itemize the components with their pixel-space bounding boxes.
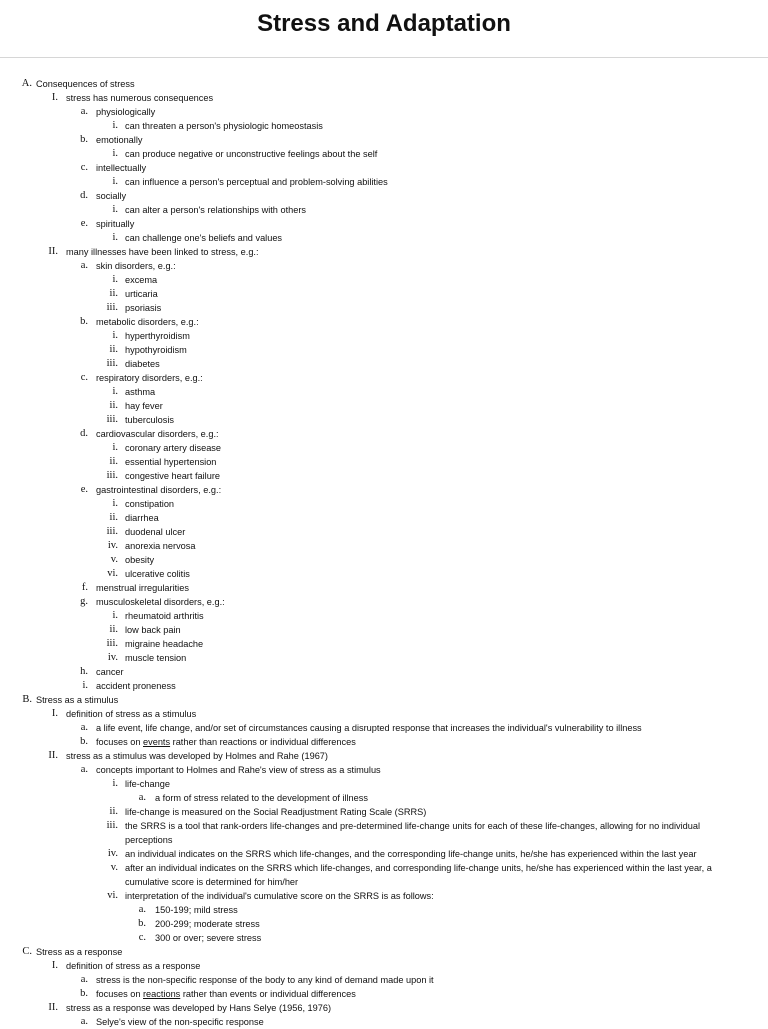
outline-text: stress is the non-specific response of the body to any kind of demand made upon it <box>96 975 434 985</box>
outline-item <box>0 707 768 721</box>
outline-item <box>0 623 768 637</box>
outline-item <box>0 1001 768 1015</box>
outline-text: skin disorders, e.g.: <box>96 261 176 271</box>
outline-text: interpretation of the individual's cumulative score on the SRRS is as follows: <box>125 891 434 901</box>
outline-text: tuberculosis <box>125 415 175 425</box>
outline-item <box>0 567 768 581</box>
outline-item <box>0 287 768 301</box>
outline-marker: iii. <box>106 820 118 831</box>
outline-text: anorexia nervosa <box>125 541 196 551</box>
outline-marker: v. <box>110 554 118 565</box>
outline-text: emotionally <box>96 135 143 145</box>
outline-item <box>0 539 768 553</box>
outline-item <box>0 133 768 147</box>
outline-marker: i. <box>112 148 118 159</box>
outline-marker: i. <box>112 176 118 187</box>
outline-text: can produce negative or unconstructive feelings about the self <box>125 149 378 159</box>
outline-marker: ii. <box>109 512 118 523</box>
outline-text: diarrhea <box>125 513 159 523</box>
outline-item <box>0 483 768 497</box>
outline-item <box>0 595 768 609</box>
outline-item <box>0 693 768 707</box>
outline-item <box>0 637 768 651</box>
outline-item <box>0 189 768 203</box>
outline-text: migraine headache <box>125 639 204 649</box>
outline-text: Stress as a stimulus <box>36 695 119 705</box>
outline-text: Consequences of stress <box>36 79 135 89</box>
outline-marker: B. <box>22 694 32 705</box>
outline-text <box>96 987 768 1001</box>
outline-marker: h. <box>80 666 88 677</box>
outline-text: definition of stress as a stimulus <box>66 709 197 719</box>
outline-item <box>0 119 768 133</box>
outline-marker: a. <box>80 974 88 985</box>
outline-marker: b. <box>80 988 88 999</box>
outline-text: 200-299; moderate stress <box>155 919 260 929</box>
outline-item <box>0 721 768 735</box>
outline-text: metabolic disorders, e.g.: <box>96 317 199 327</box>
outline-text: cancer <box>96 667 124 677</box>
outline-marker: i. <box>112 498 118 509</box>
outline-text: 300 or over; severe stress <box>155 933 262 943</box>
outline-item <box>0 735 768 749</box>
outline-text: stress has numerous consequences <box>66 93 214 103</box>
outline-marker: a. <box>80 1016 88 1027</box>
outline-item <box>0 217 768 231</box>
outline-item <box>0 805 768 819</box>
outline-marker: i. <box>82 680 88 691</box>
outline-item <box>0 315 768 329</box>
outline-marker: II. <box>48 246 58 257</box>
outline-marker: ii. <box>109 344 118 355</box>
outline-marker: d. <box>80 428 88 439</box>
outline-marker: g. <box>80 596 88 607</box>
outline-item <box>0 931 768 945</box>
outline-marker: e. <box>80 218 88 229</box>
outline-text: an individual indicates on the SRRS which life-changes, and the corresponding life-change units, he/she has experienced within the last year <box>125 849 697 859</box>
outline-item <box>0 973 768 987</box>
outline-item <box>0 329 768 343</box>
outline-text: respiratory disorders, e.g.: <box>96 373 203 383</box>
outline-text: life-change <box>125 779 170 789</box>
outline-text: a life event, life change, and/or set of circumstances causing a disrupted response that increases the individual's vulnerability to illness <box>96 723 642 733</box>
outline-marker: b. <box>138 918 146 929</box>
outline-marker: i. <box>112 274 118 285</box>
outline-text: psoriasis <box>125 303 162 313</box>
outline-marker: a. <box>80 764 88 775</box>
outline-item <box>0 147 768 161</box>
outline-marker: b. <box>80 134 88 145</box>
outline-marker: i. <box>112 120 118 131</box>
outline-text: can alter a person's relationships with others <box>125 205 307 215</box>
outline-text: duodenal ulcer <box>125 527 186 537</box>
outline-text: diabetes <box>125 359 160 369</box>
outline-text-after: rather than events or individual differences <box>180 989 356 999</box>
outline-text: rheumatoid arthritis <box>125 611 204 621</box>
outline-marker: c. <box>80 162 88 173</box>
outline-text: musculoskeletal disorders, e.g.: <box>96 597 225 607</box>
outline-item <box>0 91 768 105</box>
outline-item <box>0 763 768 777</box>
outline-text: congestive heart failure <box>125 471 220 481</box>
outline-marker: i. <box>112 442 118 453</box>
outline-text <box>96 735 768 749</box>
outline-text: intellectually <box>96 163 147 173</box>
outline-item <box>0 819 768 847</box>
outline-marker: a. <box>80 722 88 733</box>
outline-marker: ii. <box>109 624 118 635</box>
outline-text: hay fever <box>125 401 163 411</box>
outline-marker: a. <box>80 260 88 271</box>
outline-item <box>0 847 768 861</box>
outline-text: after an individual indicates on the SRRS which life-changes, and corresponding life-change units, he/she has experienced within the last year, a cumulative score is determined for him/her <box>125 863 712 887</box>
outline-marker: iii. <box>106 414 118 425</box>
outline-text: definition of stress as a response <box>66 961 201 971</box>
outline-item <box>0 917 768 931</box>
outline-text: a form of stress related to the development of illness <box>155 793 368 803</box>
outline-item <box>0 77 768 91</box>
outline-item <box>0 399 768 413</box>
outline-marker: I. <box>51 92 58 103</box>
outline-item <box>0 987 768 1001</box>
outline-text: excema <box>125 275 158 285</box>
outline-text: hyperthyroidism <box>125 331 190 341</box>
outline-text: many illnesses have been linked to stress, e.g.: <box>66 247 259 257</box>
outline-text: coronary artery disease <box>125 443 222 453</box>
outline-text: concepts important to Holmes and Rahe's view of stress as a stimulus <box>96 765 381 775</box>
outline-marker: e. <box>80 484 88 495</box>
outline-item <box>0 203 768 217</box>
outline-marker: b. <box>80 736 88 747</box>
outline-text: can threaten a person's physiologic homeostasis <box>125 121 323 131</box>
outline-marker: C. <box>22 946 32 957</box>
outline-marker: I. <box>51 960 58 971</box>
outline-marker: II. <box>48 750 58 761</box>
title-divider <box>0 57 768 58</box>
outline-marker: iv. <box>107 652 118 663</box>
outline-text: the SRRS is a tool that rank-orders life-changes and pre-determined life-change units for each of these life-changes, allowing for no individual perceptions <box>125 821 701 845</box>
outline-item <box>0 175 768 189</box>
outline-item <box>0 343 768 357</box>
outline-item <box>0 749 768 763</box>
outline-marker: iii. <box>106 638 118 649</box>
outline-marker: c. <box>138 932 146 943</box>
outline-item <box>0 161 768 175</box>
outline-marker: I. <box>51 708 58 719</box>
outline-marker: i. <box>112 330 118 341</box>
outline-text: Selye's view of the non-specific response <box>96 1017 264 1027</box>
outline-text: can challenge one's beliefs and values <box>125 233 283 243</box>
outline-marker: i. <box>112 386 118 397</box>
outline-text: hypothyroidism <box>125 345 187 355</box>
outline-marker: a. <box>138 792 146 803</box>
outline-text-before: focuses on <box>96 737 143 747</box>
outline-text: ulcerative colitis <box>125 569 190 579</box>
outline-item <box>0 427 768 441</box>
outline-item <box>0 861 768 889</box>
outline-marker: iii. <box>106 470 118 481</box>
outline-text-emphasis: reactions <box>143 989 181 999</box>
outline-marker: i. <box>112 204 118 215</box>
outline-marker: II. <box>48 1002 58 1013</box>
outline-item <box>0 651 768 665</box>
outline-text: can influence a person's perceptual and problem-solving abilities <box>125 177 388 187</box>
outline <box>0 77 768 1029</box>
outline-item <box>0 259 768 273</box>
outline-text: life-change is measured on the Social Readjustment Rating Scale (SRRS) <box>125 807 427 817</box>
outline-text: cardiovascular disorders, e.g.: <box>96 429 219 439</box>
outline-marker: iv. <box>107 848 118 859</box>
outline-marker: i. <box>112 232 118 243</box>
outline-item <box>0 679 768 693</box>
outline-item <box>0 273 768 287</box>
outline-item <box>0 581 768 595</box>
outline-text: muscle tension <box>125 653 187 663</box>
outline-item <box>0 903 768 917</box>
outline-marker: a. <box>80 106 88 117</box>
outline-item <box>0 791 768 805</box>
outline-marker: ii. <box>109 456 118 467</box>
outline-item <box>0 357 768 371</box>
outline-text: accident proneness <box>96 681 176 691</box>
outline-text: socially <box>96 191 127 201</box>
outline-item <box>0 231 768 245</box>
outline-marker: a. <box>138 904 146 915</box>
outline-item <box>0 511 768 525</box>
outline-text-after: rather than reactions or individual differences <box>170 737 356 747</box>
outline-marker: iv. <box>107 540 118 551</box>
outline-text: urticaria <box>125 289 158 299</box>
outline-marker: c. <box>80 372 88 383</box>
outline-text: Stress as a response <box>36 947 123 957</box>
outline-item <box>0 105 768 119</box>
outline-marker: ii. <box>109 288 118 299</box>
outline-text: spiritually <box>96 219 135 229</box>
outline-item <box>0 385 768 399</box>
outline-item <box>0 469 768 483</box>
outline-text-emphasis: events <box>143 737 171 747</box>
outline-item <box>0 553 768 567</box>
outline-marker: ii. <box>109 400 118 411</box>
outline-item <box>0 301 768 315</box>
outline-marker: b. <box>80 316 88 327</box>
outline-item <box>0 889 768 903</box>
outline-text: stress as a response was developed by Hans Selye (1956, 1976) <box>66 1003 332 1013</box>
outline-item <box>0 455 768 469</box>
outline-text: constipation <box>125 499 175 509</box>
outline-marker: v. <box>110 862 118 873</box>
outline-item <box>0 245 768 259</box>
outline-marker: ii. <box>109 806 118 817</box>
outline-text: low back pain <box>125 625 181 635</box>
outline-marker: f. <box>81 582 88 593</box>
outline-text: 150-199; mild stress <box>155 905 238 915</box>
outline-item <box>0 665 768 679</box>
outline-item <box>0 777 768 791</box>
outline-marker: vi. <box>107 890 118 901</box>
outline-item <box>0 497 768 511</box>
outline-text: asthma <box>125 387 156 397</box>
outline-marker: d. <box>80 190 88 201</box>
outline-item <box>0 945 768 959</box>
outline-text: physiologically <box>96 107 156 117</box>
outline-item <box>0 371 768 385</box>
outline-item <box>0 441 768 455</box>
outline-text: gastrointestinal disorders, e.g.: <box>96 485 222 495</box>
outline-marker: i. <box>112 610 118 621</box>
outline-text: stress as a stimulus was developed by Holmes and Rahe (1967) <box>66 751 328 761</box>
outline-item <box>0 525 768 539</box>
outline-text: essential hypertension <box>125 457 217 467</box>
outline-item <box>0 1015 768 1029</box>
outline-item <box>0 413 768 427</box>
outline-text-before: focuses on <box>96 989 143 999</box>
outline-marker: iii. <box>106 302 118 313</box>
outline-marker: iii. <box>106 358 118 369</box>
outline-text: obesity <box>125 555 155 565</box>
outline-item <box>0 609 768 623</box>
outline-marker: vi. <box>107 568 118 579</box>
outline-text: menstrual irregularities <box>96 583 189 593</box>
outline-marker: i. <box>112 778 118 789</box>
outline-marker: A. <box>21 78 32 89</box>
page-title: Stress and Adaptation <box>257 10 511 37</box>
outline-item <box>0 959 768 973</box>
outline-marker: iii. <box>106 526 118 537</box>
